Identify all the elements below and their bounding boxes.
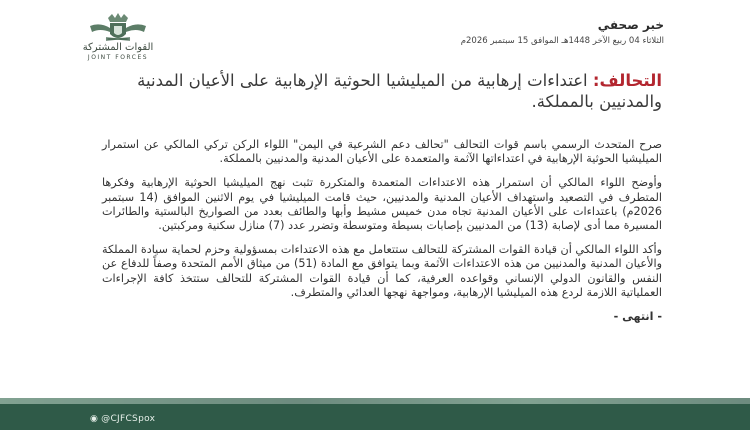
footer-band [0,404,750,430]
logo-arabic-text: القوات المشتركة [82,42,154,53]
closing-line: - انتهى - [613,310,662,324]
paragraph-1: صرح المتحدث الرسمي باسم قوات التحالف "تحالف دعم الشرعية في اليمن" اللواء الركن تركي المالكي عن استمرار الميليشيا الحوثية الإرهابية في اعتداءاتها الآثمة والمتعمدة على الأعيان المدنية والمدنيين بالمملكة. [102,138,662,166]
document-date: الثلاثاء 04 ربيع الآخر 1448هـ الموافق 15 سبتمبر 2026م [460,36,664,46]
headline-text: اعتداءات إرهابية من الميليشيا الحوثية الإرهابية على الأعيان المدنية والمدنيين بالمملكة. [137,71,662,111]
social-handle-text: @CJFCSpox [101,414,156,424]
paragraph-3: وأكد اللواء المالكي أن قيادة القوات المشتركة للتحالف ستتعامل مع هذه الاعتداءات بمسؤولية وحزم لحماية سيادة المملكة والأعيان المدنية والمدنيين من هذه الاعتداءات الآثمة وبما يتوافق مع المادة (51) من ميثاق الأمم المتحدة وصفاً للدفاع عن النفس والقانون الدولي الإنساني وقواعده العرفية، كما أن قيادة القوات المشتركة للتحالف ستتخذ كافة الإجراءات العملياتية اللازمة لردع هذه الميليشيا الإرهابية، ومواجهة نهجها العدائي والمتطرف. [102,243,662,299]
logo-english-text: JOINT FORCES [87,54,149,61]
social-handle[interactable] [90,414,155,424]
document-type: خبر صحفي [597,18,664,32]
social-icon: ◉ [90,414,99,424]
article-body [102,138,662,334]
paragraph-2: وأوضح اللواء المالكي أن استمرار هذه الاعتداءات المتعمدة والمتكررة تثبت نهج الميليشيا الحوثية الإرهابية وفكرها المتطرف في التصعيد واستهداف الأعيان المدنية والمدنيين، حيث قامت الميليشيا في يوم الاثنين الموافق (14 سبتمبر 2026م) باعتداءات على الأعيان المدنية تجاه مدن خميس مشيط وأبها والطائف بعدد من الصواريخ البالستية والطائرات المسيرة مما أدى لإصابة (13) من المدنيين بإصابات بسيطة ومتوسطة وتضرر عدد (7) منازل سكنية ومركبتين. [102,176,662,233]
headline [102,70,662,112]
document-header [344,18,664,46]
headline-lead: التحالف: [592,71,662,90]
